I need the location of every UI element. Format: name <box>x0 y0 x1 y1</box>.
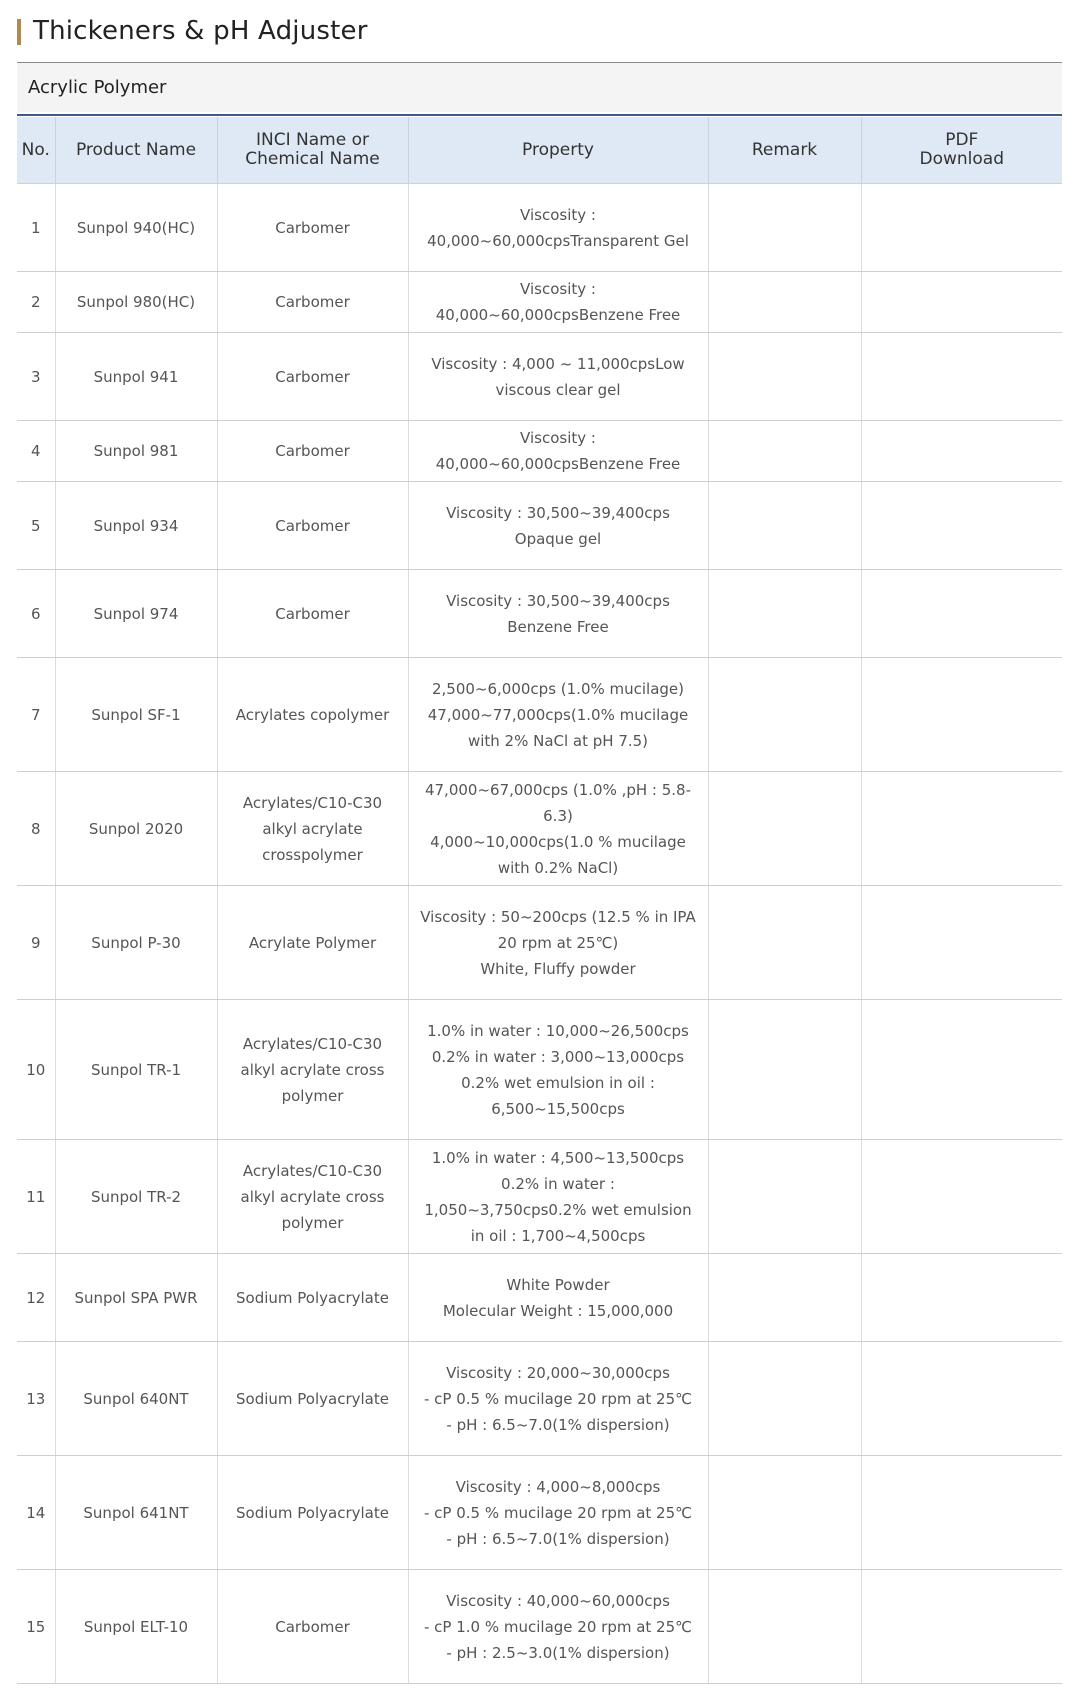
table-row <box>17 1140 1062 1254</box>
cell-product-name: Sunpol 934 <box>55 482 217 570</box>
table-body <box>17 184 1062 1684</box>
cell-inci-name: Carbomer <box>217 570 408 658</box>
cell-remark <box>708 333 861 421</box>
cell-property <box>408 1000 708 1140</box>
cell-inci-name: Sodium Polyacrylate <box>217 1456 408 1570</box>
property-line: Viscosity : 4,000 ~ 11,000cpsLow viscous clear gel <box>431 354 685 399</box>
cell-remark <box>708 1254 861 1342</box>
cell-property <box>408 772 708 886</box>
col-header-property: Property <box>408 117 708 184</box>
cell-no: 9 <box>17 886 55 1000</box>
cell-property <box>408 658 708 772</box>
cell-no: 7 <box>17 658 55 772</box>
table-row <box>17 1000 1062 1140</box>
cell-pdf-download <box>861 1456 1062 1570</box>
property-line: Molecular Weight : 15,000,000 <box>442 1301 674 1320</box>
cell-pdf-download <box>861 570 1062 658</box>
table-row <box>17 1456 1062 1570</box>
property-line: White Powder <box>506 1275 610 1294</box>
cell-product-name: Sunpol ELT-10 <box>55 1570 217 1684</box>
cell-pdf-download <box>861 272 1062 333</box>
property-line: 0.2% in water : 3,000~13,000cps <box>431 1047 685 1066</box>
cell-inci-name: Acrylate Polymer <box>217 886 408 1000</box>
cell-inci-name: Carbomer <box>217 333 408 421</box>
property-line: Viscosity : 30,500~39,400cps <box>446 591 670 610</box>
header-rule <box>17 114 1062 116</box>
property-line: - pH : 6.5~7.0(1% dispersion) <box>446 1415 670 1434</box>
col-header-no: No. <box>17 117 55 184</box>
cell-pdf-download <box>861 1342 1062 1456</box>
cell-pdf-download <box>861 1000 1062 1140</box>
cell-no: 8 <box>17 772 55 886</box>
table-header-row <box>17 117 1062 184</box>
property-line: - pH : 2.5~3.0(1% dispersion) <box>446 1643 670 1662</box>
table-row <box>17 1570 1062 1684</box>
property-line: - cP 0.5 % mucilage 20 rpm at 25℃ <box>424 1389 692 1408</box>
table-row <box>17 1342 1062 1456</box>
table-row <box>17 886 1062 1000</box>
cell-product-name: Sunpol 980(HC) <box>55 272 217 333</box>
property-line: 1.0% in water : 4,500~13,500cps 0.2% in water : 1,050~3,750cps0.2% wet emulsion in oil : 1,700~4,500cps <box>424 1148 692 1245</box>
cell-product-name: Sunpol 981 <box>55 421 217 482</box>
cell-remark <box>708 272 861 333</box>
table-row <box>17 184 1062 272</box>
cell-property <box>408 421 708 482</box>
col-header-pdf-line1: PDF <box>945 130 979 150</box>
col-header-inci-line2: Chemical Name <box>245 149 380 169</box>
cell-property <box>408 886 708 1000</box>
cell-no: 6 <box>17 570 55 658</box>
cell-inci-name: Acrylates/C10-C30 alkyl acrylate cross polymer <box>217 1140 408 1254</box>
cell-remark <box>708 1456 861 1570</box>
product-page <box>17 0 1062 1684</box>
cell-no: 12 <box>17 1254 55 1342</box>
cell-property <box>408 272 708 333</box>
cell-property <box>408 570 708 658</box>
cell-remark <box>708 421 861 482</box>
cell-inci-name: Carbomer <box>217 272 408 333</box>
cell-inci-name: Sodium Polyacrylate <box>217 1254 408 1342</box>
cell-property <box>408 333 708 421</box>
cell-product-name: Sunpol SF-1 <box>55 658 217 772</box>
cell-property <box>408 1254 708 1342</box>
cell-product-name: Sunpol SPA PWR <box>55 1254 217 1342</box>
cell-product-name: Sunpol 2020 <box>55 772 217 886</box>
cell-property <box>408 482 708 570</box>
cell-property <box>408 1570 708 1684</box>
cell-pdf-download <box>861 772 1062 886</box>
table-row <box>17 333 1062 421</box>
cell-pdf-download <box>861 1254 1062 1342</box>
section-header <box>17 62 1062 112</box>
property-line: - cP 1.0 % mucilage 20 rpm at 25℃ <box>424 1617 692 1636</box>
cell-inci-name: Carbomer <box>217 421 408 482</box>
cell-inci-name: Carbomer <box>217 1570 408 1684</box>
cell-remark <box>708 886 861 1000</box>
property-line: Viscosity : 40,000~60,000cpsBenzene Free <box>435 429 681 473</box>
cell-pdf-download <box>861 1140 1062 1254</box>
property-line: Viscosity : 20,000~30,000cps <box>446 1363 670 1382</box>
col-header-remark: Remark <box>708 117 861 184</box>
property-line: 0.2% wet emulsion in oil : 6,500~15,500cps <box>461 1073 655 1118</box>
table-row <box>17 772 1062 886</box>
property-line: - cP 0.5 % mucilage 20 rpm at 25℃ <box>424 1503 692 1522</box>
cell-inci-name: Acrylates/C10-C30 alkyl acrylate crosspolymer <box>217 772 408 886</box>
property-line: 4,000~10,000cps(1.0 % mucilage with 0.2% NaCl) <box>430 832 686 877</box>
table-row <box>17 658 1062 772</box>
table-row <box>17 272 1062 333</box>
cell-inci-name: Carbomer <box>217 482 408 570</box>
cell-remark <box>708 658 861 772</box>
cell-remark <box>708 1342 861 1456</box>
section-title: Acrylic Polymer <box>28 77 167 98</box>
cell-pdf-download <box>861 886 1062 1000</box>
col-header-pdf-line2: Download <box>919 149 1004 169</box>
property-line: Viscosity : 4,000~8,000cps <box>455 1477 661 1496</box>
cell-property <box>408 184 708 272</box>
col-header-inci <box>217 117 408 184</box>
cell-no: 4 <box>17 421 55 482</box>
property-line: Benzene Free <box>507 617 609 636</box>
cell-remark <box>708 184 861 272</box>
cell-product-name: Sunpol 640NT <box>55 1342 217 1456</box>
property-line: Viscosity : 40,000~60,000cpsTransparent Gel <box>427 205 689 250</box>
cell-inci-name: Acrylates copolymer <box>217 658 408 772</box>
cell-no: 5 <box>17 482 55 570</box>
cell-pdf-download <box>861 421 1062 482</box>
property-line: Opaque gel <box>514 529 602 548</box>
product-table <box>17 117 1062 1684</box>
cell-product-name: Sunpol TR-2 <box>55 1140 217 1254</box>
cell-no: 1 <box>17 184 55 272</box>
property-line: 47,000~67,000cps (1.0% ,pH : 5.8-6.3) <box>424 780 692 825</box>
cell-pdf-download <box>861 482 1062 570</box>
cell-inci-name: Acrylates/C10-C30 alkyl acrylate cross polymer <box>217 1000 408 1140</box>
cell-inci-name: Carbomer <box>217 184 408 272</box>
cell-pdf-download <box>861 184 1062 272</box>
cell-product-name: Sunpol 941 <box>55 333 217 421</box>
cell-no: 11 <box>17 1140 55 1254</box>
cell-pdf-download <box>861 333 1062 421</box>
property-line: 1.0% in water : 10,000~26,500cps <box>427 1021 689 1040</box>
cell-property <box>408 1342 708 1456</box>
cell-remark <box>708 772 861 886</box>
cell-product-name: Sunpol P-30 <box>55 886 217 1000</box>
col-header-inci-line1: INCI Name or <box>256 130 369 150</box>
table-row <box>17 570 1062 658</box>
cell-remark <box>708 1140 861 1254</box>
col-header-product: Product Name <box>55 117 217 184</box>
cell-no: 14 <box>17 1456 55 1570</box>
cell-remark <box>708 482 861 570</box>
cell-no: 15 <box>17 1570 55 1684</box>
property-line: - pH : 6.5~7.0(1% dispersion) <box>446 1529 670 1548</box>
cell-pdf-download <box>861 1570 1062 1684</box>
cell-no: 10 <box>17 1000 55 1140</box>
cell-product-name: Sunpol TR-1 <box>55 1000 217 1140</box>
title-accent-bar <box>17 19 21 45</box>
property-line: White, Fluffy powder <box>480 959 636 978</box>
property-line: Viscosity : 30,500~39,400cps <box>446 503 670 522</box>
page-title-text: Thickeners & pH Adjuster <box>33 16 368 46</box>
cell-property <box>408 1456 708 1570</box>
cell-inci-name: Sodium Polyacrylate <box>217 1342 408 1456</box>
property-line: Viscosity : 40,000~60,000cps <box>446 1591 670 1610</box>
page-title <box>17 0 1062 62</box>
cell-no: 2 <box>17 272 55 333</box>
cell-no: 13 <box>17 1342 55 1456</box>
cell-remark <box>708 1000 861 1140</box>
col-header-pdf <box>861 117 1062 184</box>
cell-remark <box>708 570 861 658</box>
property-line: Viscosity : 50~200cps (12.5 % in IPA 20 rpm at 25℃) <box>420 907 696 952</box>
property-line: 2,500~6,000cps (1.0% mucilage) <box>431 679 685 698</box>
table-row <box>17 1254 1062 1342</box>
cell-property <box>408 1140 708 1254</box>
cell-pdf-download <box>861 658 1062 772</box>
table-row <box>17 482 1062 570</box>
property-line: 47,000~77,000cps(1.0% mucilage with 2% NaCl at pH 7.5) <box>427 705 689 750</box>
table-row <box>17 421 1062 482</box>
cell-no: 3 <box>17 333 55 421</box>
cell-remark <box>708 1570 861 1684</box>
cell-product-name: Sunpol 641NT <box>55 1456 217 1570</box>
cell-product-name: Sunpol 940(HC) <box>55 184 217 272</box>
cell-product-name: Sunpol 974 <box>55 570 217 658</box>
property-line: Viscosity : 40,000~60,000cpsBenzene Free <box>435 280 681 324</box>
